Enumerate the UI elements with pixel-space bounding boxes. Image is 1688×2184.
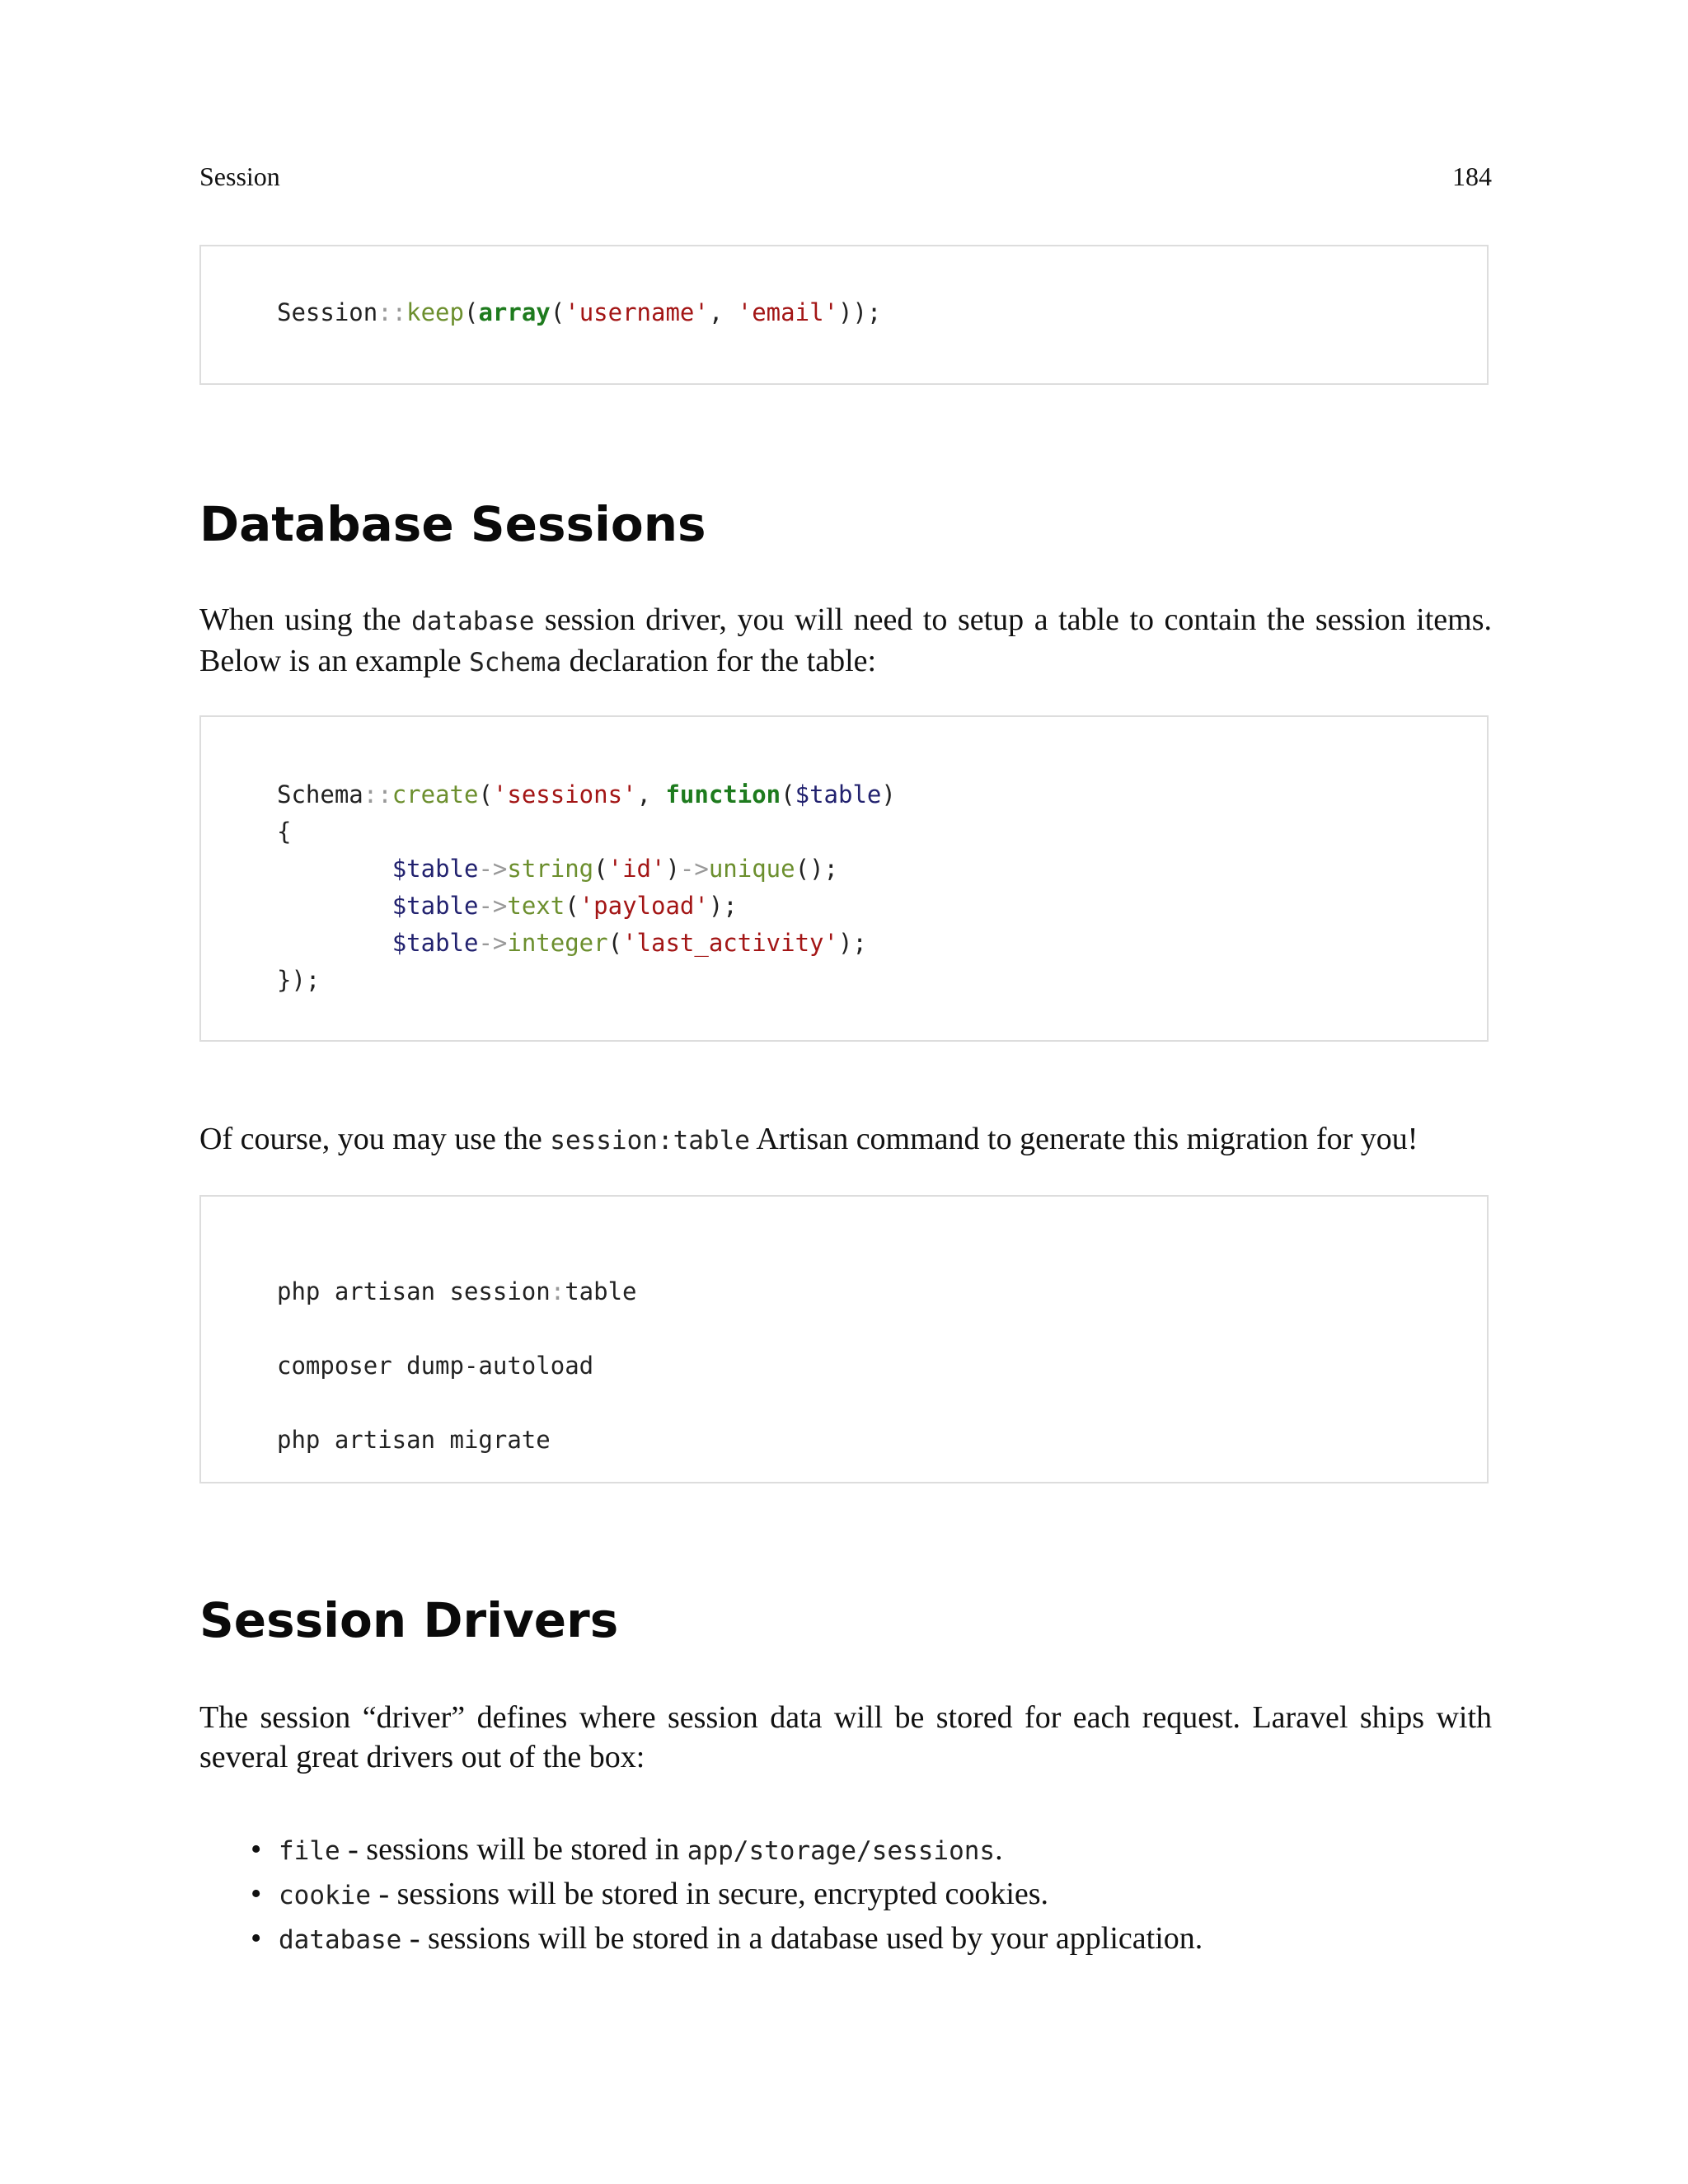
heading-session-drivers: Session Drivers	[199, 1592, 619, 1648]
paragraph-artisan: Of course, you may use the session:table Artisan command to generate this migration for you!	[199, 1122, 1418, 1156]
paragraph-drivers-intro: The session “driver” defines where session data will be stored for each request. Laravel ships with several great drivers out of the box:	[199, 1700, 1492, 1774]
header-section-title: Session	[199, 162, 280, 191]
list-item: • file - sessions will be stored in app/storage/sessions.	[199, 1828, 1203, 1872]
code-line: Session::keep(array('username', 'email'));	[277, 298, 882, 326]
code-lines: Schema::create('sessions', function($table) { $table->string('id')->unique(); $table->text('payload'); $table->integer('last_activity'); });	[277, 780, 896, 994]
heading-database-sessions: Database Sessions	[199, 496, 706, 552]
inline-code: session:table	[550, 1126, 750, 1155]
code-block-commands	[199, 1195, 1489, 1483]
inline-code: database	[411, 607, 535, 636]
list-item: • cookie - sessions will be stored in secure, encrypted cookies.	[199, 1872, 1203, 1917]
list-item: • database - sessions will be stored in a database used by your application.	[199, 1917, 1203, 1961]
code-lines: php artisan session:table composer dump-autoload php artisan migrate	[277, 1277, 637, 1454]
code-block-schema	[199, 715, 1489, 1042]
page-number: 184	[1452, 162, 1492, 191]
driver-list	[199, 1828, 1203, 1961]
code-block-session-keep	[199, 245, 1489, 385]
paragraph-database-intro: When using the database session driver, you will need to setup a table to contain the session items. Below is an example Schema declaration for the table:	[199, 602, 1492, 678]
inline-code: Schema	[469, 648, 562, 677]
running-header	[199, 162, 1492, 192]
